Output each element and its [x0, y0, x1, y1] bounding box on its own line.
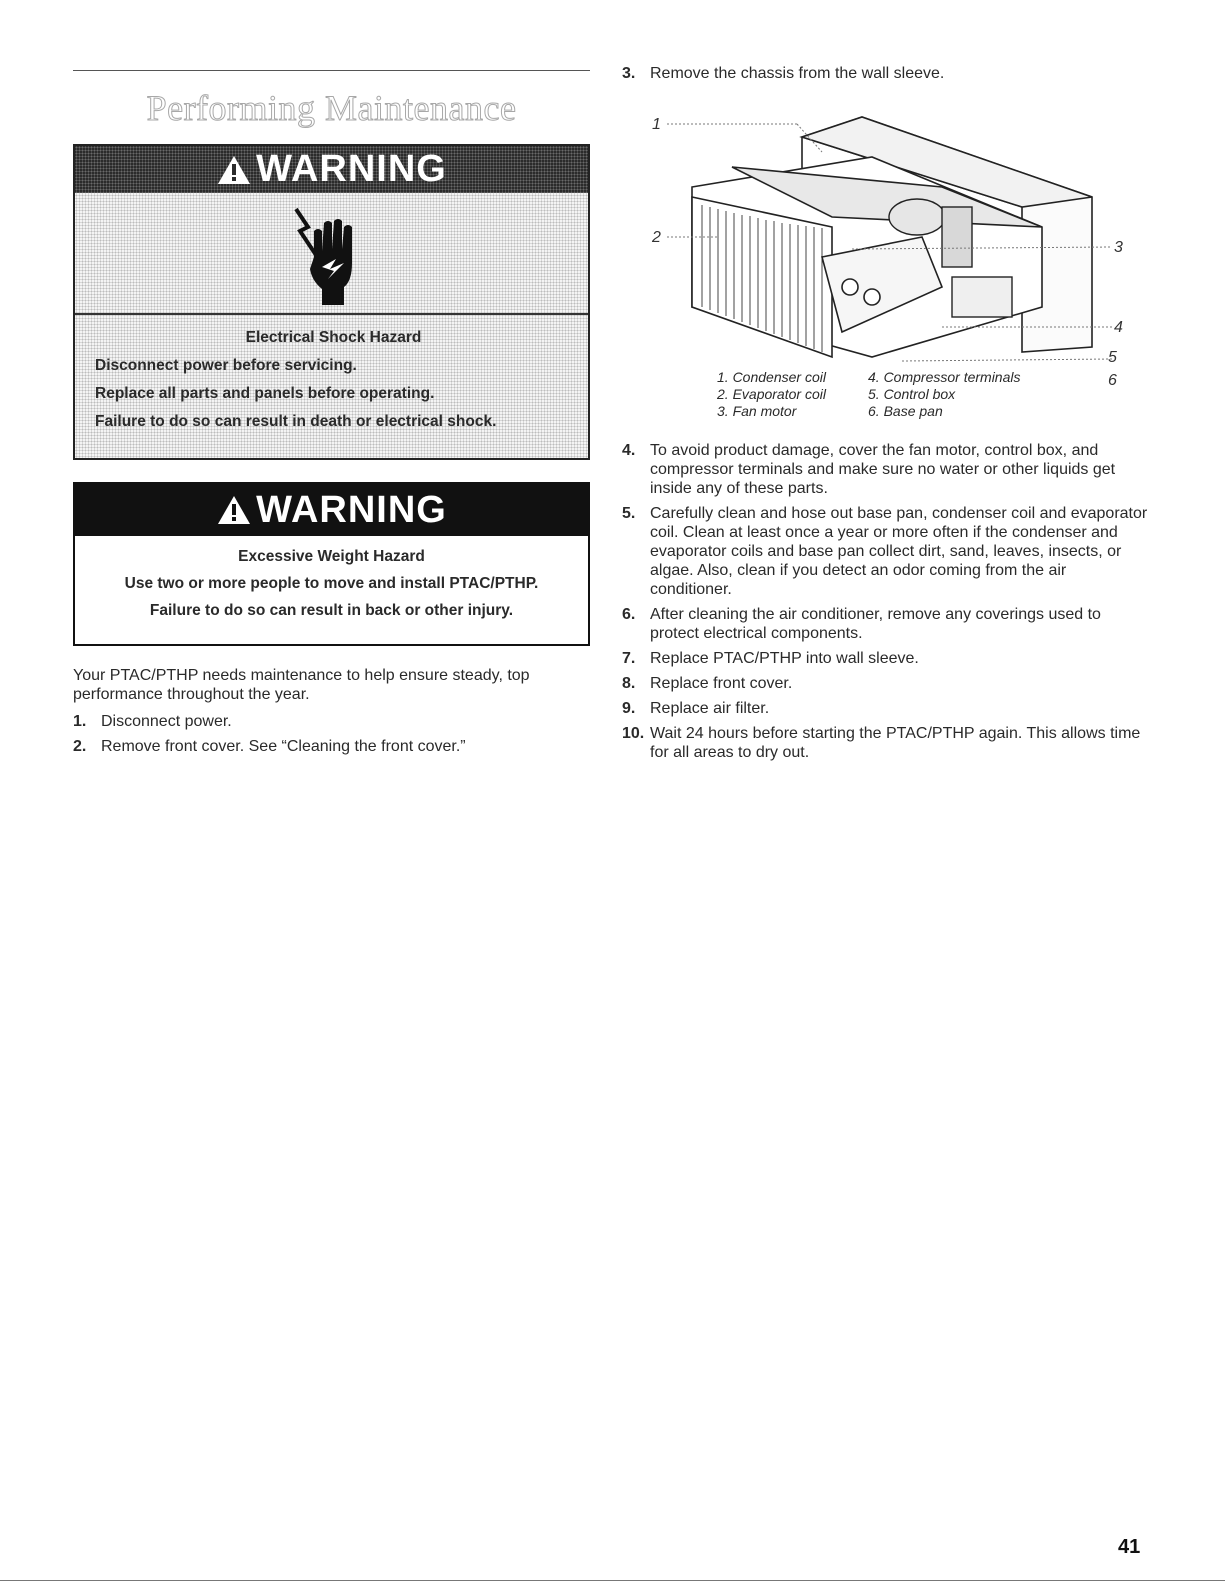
list-item [622, 64, 1152, 83]
hazard-line: Replace all parts and panels before operating. [95, 385, 435, 402]
step-number: 5. [622, 505, 636, 522]
step-text: Remove the chassis from the wall sleeve. [650, 65, 945, 82]
legend-item: 3. Fan motor [717, 403, 797, 419]
right-column [622, 64, 1152, 768]
hazard-line: Use two or more people to move and install PTAC/PTHP. [124, 575, 539, 592]
legend-item: 5. Control box [868, 386, 956, 402]
step-number: 4. [622, 442, 636, 459]
intro-paragraph: Your PTAC/PTHP needs maintenance to help ensure steady, top performance throughout the year. [73, 667, 530, 703]
right-steps-list [622, 441, 1152, 762]
list-item [622, 699, 1152, 718]
list-item [622, 504, 1152, 599]
hazard-line: Failure to do so can result in death or electrical shock. [95, 413, 497, 430]
step-number: 10. [622, 725, 645, 742]
list-item [622, 441, 1152, 498]
electrical-shock-warning-box [73, 144, 590, 460]
hazard-title: Electrical Shock Hazard [245, 329, 422, 346]
step-text: After cleaning the air conditioner, remove any coverings used to protect electrical components. [650, 606, 1101, 642]
left-column [73, 70, 590, 755]
legend-column [868, 369, 1068, 420]
legend-item: 1. Condenser coil [717, 369, 826, 385]
step-number: 8. [622, 675, 636, 692]
list-item [73, 737, 590, 756]
ptac-chassis-diagram [622, 97, 1152, 437]
left-steps-list [73, 712, 590, 762]
callout-6: 6 [1108, 372, 1117, 387]
callout-5: 5 [1108, 349, 1117, 366]
warning-banner-text: WARNING [256, 488, 447, 531]
step-text: Replace PTAC/PTHP into wall sleeve. [650, 650, 919, 667]
legend-item: 4. Compressor terminals [868, 369, 1021, 385]
step-text: Remove front cover. See “Cleaning the front cover.” [101, 738, 466, 755]
step-number: 1. [73, 713, 87, 730]
step-text: Replace front cover. [650, 675, 793, 692]
section-title: Performing Maintenance [146, 88, 517, 128]
top-rule [73, 70, 590, 71]
legend-column [717, 369, 877, 420]
legend-item: 2. Evaporator coil [717, 386, 826, 402]
warning-banner [75, 146, 588, 193]
warning-banner-text: WARNING [256, 148, 447, 190]
chassis-illustration [622, 97, 1152, 367]
weight-warning-box [73, 482, 590, 646]
warning-triangle-icon [216, 494, 252, 526]
callout-2: 2 [652, 229, 661, 246]
step-text: Replace air filter. [650, 700, 770, 717]
hazard-title: Excessive Weight Hazard [238, 548, 425, 565]
shock-warning-text [75, 315, 588, 431]
warning-triangle-icon [216, 154, 252, 186]
icon-area [75, 193, 588, 315]
electrical-shock-hand-icon [290, 201, 370, 309]
list-item [622, 724, 1152, 762]
callout-1: 1 [652, 116, 661, 133]
hazard-line: Failure to do so can result in back or other injury. [149, 602, 514, 619]
step-number: 6. [622, 606, 636, 623]
step-text: Carefully clean and hose out base pan, condenser coil and evaporator coil. Clean at least once a year or more often if the condenser and evaporator coils and base pan collect dirt, sand, leaves, insects, or algae. Also, clean if you detect an odor coming from the air conditioner. [650, 505, 1148, 598]
step-number: 3. [622, 65, 636, 82]
bottom-rule [0, 1580, 1225, 1581]
callout-3: 3 [1114, 239, 1123, 256]
hazard-line: Disconnect power before servicing. [95, 357, 357, 374]
step-number: 7. [622, 650, 636, 667]
step-number: 2. [73, 738, 87, 755]
step-text: To avoid product damage, cover the fan motor, control box, and compressor terminals and make sure no water or other liquids get inside any of these parts. [650, 442, 1116, 497]
warning-banner [75, 484, 588, 536]
weight-warning-text [75, 536, 588, 620]
step-number: 9. [622, 700, 636, 717]
legend-item: 6. Base pan [868, 403, 943, 419]
page-number: 41 [1118, 1536, 1141, 1558]
list-item [622, 605, 1152, 643]
list-item [622, 649, 1152, 668]
callout-4: 4 [1114, 319, 1123, 336]
list-item [73, 712, 590, 731]
step-text: Wait 24 hours before starting the PTAC/PTHP again. This allows time for all areas to dry out. [650, 725, 1141, 761]
list-item [622, 674, 1152, 693]
step-text: Disconnect power. [101, 713, 232, 730]
